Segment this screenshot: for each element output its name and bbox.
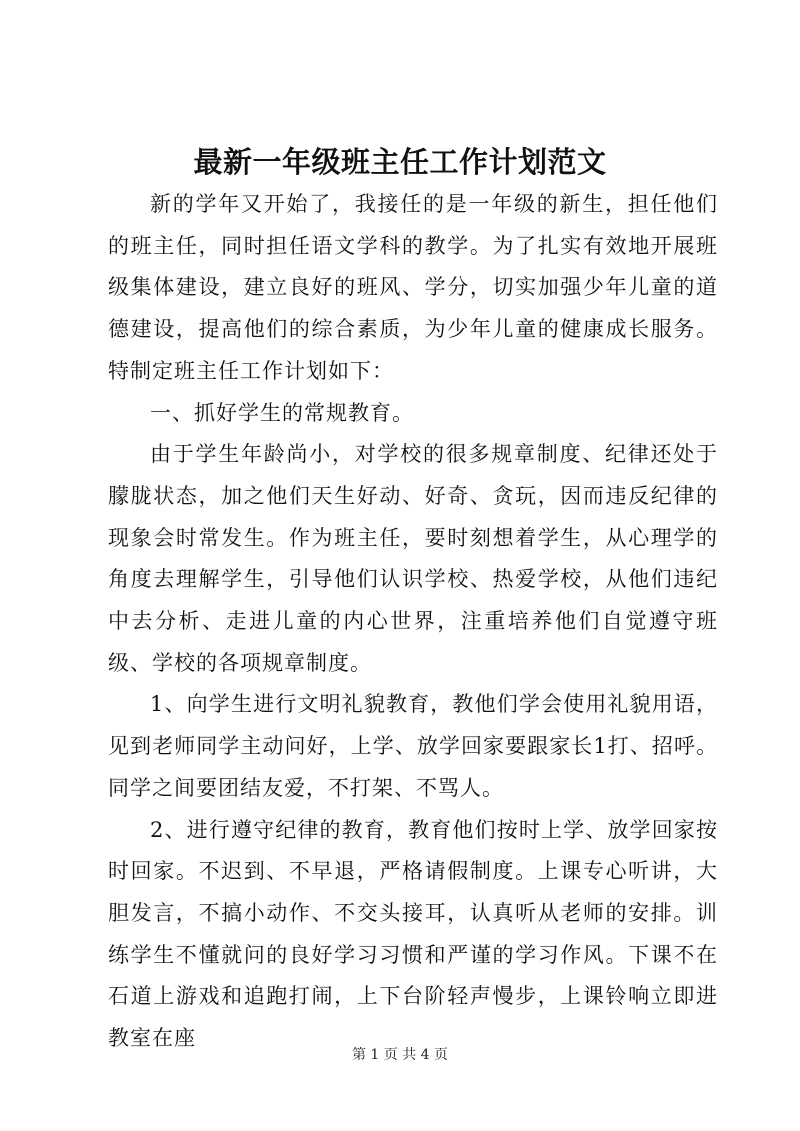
paragraph-routine-education: 由于学生年龄尚小，对学校的很多规章制度、纪律还处于朦胧状态，加之他们天生好动、好奇、贪玩，因而违反纪律的现象会时常发生。作为班主任，要时刻想着学生，从心理学的角度去理解学生，引导他们认识学校、热爱学校，从他们违纪中去分析、走进儿童的内心世界，注重培养他们自觉遵守班级、学校的各项规章制度。	[108, 442, 718, 675]
document-title: 最新一年级班主任工作计划范文	[193, 145, 607, 179]
section-heading-routine-education: 一、抓好学生的常规教育。	[150, 400, 414, 425]
page-number-footer: 第 1 页 共 4 页	[351, 1047, 449, 1063]
document-body	[108, 184, 718, 1060]
paragraph-item-2-discipline: 2、进行遵守纪律的教育，教育他们按时上学、放学回家按时回家。不迟到、不早退，严格请假制度。上课专心听讲，大胆发言，不搞小动作、不交头接耳，认真听从老师的安排。训练学生不懂就问的良好学习习惯和严谨的学习作风。下课不在石道上游戏和追跑打闹，上下台阶轻声慢步，上课铃响立即进教室在座	[108, 817, 718, 1051]
paragraph-intro: 新的学年又开始了，我接任的是一年级的新生，担任他们的班主任，同时担任语文学科的教学。为了扎实有效地开展班级集体建设，建立良好的班风、学分，切实加强少年儿童的道德建设，提高他们的综合素质，为少年儿童的健康成长服务。特制定班主任工作计划如下：	[108, 192, 718, 383]
paragraph-item-1-courtesy: 1、向学生进行文明礼貌教育，教他们学会使用礼貌用语，见到老师同学主动问好，上学、放学回家要跟家长1打、招呼。同学之间要团结友爱，不打架、不骂人。	[108, 692, 718, 800]
